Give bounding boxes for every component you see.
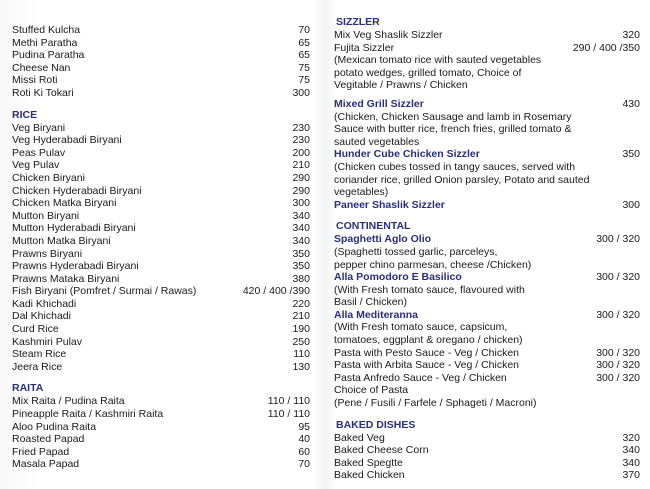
menu-right-column: [334, 16, 640, 482]
menu-item: [10, 298, 310, 311]
menu-item-price: 420 / 400 /390: [242, 285, 310, 298]
menu-item-name: Veg Biryani: [12, 121, 66, 134]
menu-item-name: Fujita Sizzler: [334, 41, 395, 54]
sizzler-heading: SIZZLER: [336, 16, 380, 28]
menu-item-price: 300: [292, 86, 310, 99]
pasta-choice-desc: (Pene / Fusili / Farfele / Sphageti / Macroni): [334, 397, 537, 410]
menu-item-price: 380: [292, 272, 310, 285]
menu-item: [10, 74, 310, 87]
menu-item-name: Spaghetti Aglo Olio: [334, 233, 432, 246]
menu-item: [10, 421, 310, 434]
menu-item-name: Prawns Mataka Biryani: [12, 272, 120, 285]
menu-item: [10, 395, 310, 408]
menu-item: [10, 62, 310, 75]
baked-section: [334, 432, 640, 482]
menu-item: [10, 172, 310, 185]
menu-item: [10, 361, 310, 374]
menu-item: [10, 235, 310, 248]
menu-item-price: 340: [622, 456, 640, 469]
menu-item-price: 290 / 400 /350: [572, 41, 640, 54]
menu-item-price: 65: [298, 49, 310, 62]
menu-item-name: Paneer Shaslik Sizzler: [334, 198, 445, 211]
menu-item-name: Mix Veg Shaslik Sizzler: [334, 29, 443, 41]
menu-item-price: 110 / 110: [267, 395, 310, 408]
menu-item: [10, 210, 310, 223]
menu-item: [10, 49, 310, 62]
menu-item: [10, 147, 310, 160]
rice-section: [10, 122, 310, 374]
menu-item-price: 290: [292, 184, 310, 197]
menu-item: [10, 336, 310, 349]
menu-item-name: Peas Pulav: [12, 146, 66, 159]
menu-item-name: Steam Rice: [12, 348, 67, 361]
pasta-choice-title: Choice of Pasta: [334, 384, 409, 397]
menu-item-name: Aloo Pudina Raita: [12, 420, 97, 433]
menu-item: [10, 222, 310, 235]
menu-item-name: Pudina Paratha: [12, 49, 85, 62]
menu-item: [334, 432, 640, 445]
menu-item: [334, 98, 640, 148]
raita-section: [10, 395, 310, 471]
menu-item-name: Cheese Nan: [12, 61, 71, 74]
menu-item-name: Curd Rice: [12, 323, 59, 336]
menu-item-price: 340: [292, 234, 310, 247]
menu-item-price: 70: [298, 24, 310, 36]
raita-heading: RAITA: [12, 382, 44, 395]
menu-item-name: Kadi Khichadi: [12, 297, 77, 310]
menu-item-price: 230: [292, 134, 310, 147]
sizzler-special-section: [334, 98, 640, 211]
menu-item: [334, 233, 640, 271]
menu-item-price: 350: [292, 247, 310, 260]
menu-item-name: Chicken Matka Biryani: [12, 197, 117, 210]
menu-item: [10, 197, 310, 210]
menu-item-name: Pasta with Arbita Sauce - Veg / Chicken: [334, 359, 520, 372]
menu-item: [334, 372, 640, 385]
menu-item-name: Jeera Rice: [12, 360, 63, 373]
menu-item-name: Mutton Matka Biryani: [12, 234, 111, 247]
menu-item: [10, 248, 310, 261]
menu-item-description: (Chicken cubes tossed in tangy sauces, served with coriander rice, grilled Onion parsley, Potato and sauted vegetables): [334, 160, 590, 199]
menu-item: [10, 285, 310, 298]
menu-item: [10, 260, 310, 273]
menu-item-price: 320: [622, 29, 640, 41]
menu-item-name: Mutton Hyderabadi Biryani: [12, 222, 136, 235]
menu-item-name: Baked Spegtte: [334, 456, 403, 469]
menu-item-price: 220: [292, 297, 310, 310]
menu-item: [10, 134, 310, 147]
menu-item-name: Mix Raita / Pudina Raita: [12, 395, 125, 408]
menu-item-price: 75: [298, 74, 310, 87]
menu-item-price: 60: [298, 445, 310, 458]
menu-item: [10, 408, 310, 421]
menu-item-price: 210: [292, 159, 310, 172]
menu-item-price: 370: [622, 469, 640, 482]
menu-item: [10, 122, 310, 135]
menu-item-price: 300 / 320: [596, 308, 640, 321]
menu-item-description: (Chicken, Chicken Sausage and lamb in Rosemary Sauce with butter rice, french fries, grilled tomato & sauted vegetables: [334, 110, 572, 148]
menu-item-name: Alla Mediteranna: [334, 308, 419, 321]
menu-item-name: Pasta Anfredo Sauce - Veg / Chicken: [334, 371, 507, 384]
menu-item-price: 65: [298, 36, 310, 49]
menu-item: [10, 87, 310, 100]
menu-item: [10, 323, 310, 336]
menu-item-price: 300 / 320: [596, 233, 640, 246]
menu-item-description: (With Fresh tomato sauce, capsicum, tomatoes, eggplant & oregano / chicken): [334, 321, 523, 347]
menu-item-price: 300 / 320: [596, 271, 640, 284]
menu-item-price: 40: [298, 433, 310, 446]
menu-item-name: Roasted Papad: [12, 433, 85, 446]
baked-heading: BAKED DISHES: [336, 418, 416, 431]
menu-item-price: 350: [292, 260, 310, 273]
menu-item: [334, 29, 640, 42]
menu-item: [10, 310, 310, 323]
menu-item-name: Masala Papad: [12, 458, 80, 471]
menu-item-price: 320: [622, 431, 640, 444]
menu-item-description: (With Fresh tomato sauce, flavoured with Basil / Chicken): [334, 283, 525, 309]
menu-item-name: Baked Veg: [334, 431, 385, 444]
menu-item-name: Baked Cheese Corn: [334, 444, 429, 457]
menu-item: [10, 446, 310, 459]
menu-item: [10, 458, 310, 471]
menu-item-name: Methi Paratha: [12, 36, 78, 49]
menu-item-price: 250: [292, 335, 310, 348]
menu-item-price: 340: [292, 209, 310, 222]
menu-item-name: Kashmiri Pulav: [12, 335, 83, 348]
menu-item-name: Dal Khichadi: [12, 310, 71, 323]
menu-item: [334, 148, 640, 198]
menu-item: [10, 159, 310, 172]
menu-item-name: Alla Pomodoro E Basilico: [334, 271, 462, 284]
menu-item: [334, 444, 640, 457]
menu-item: [334, 457, 640, 470]
menu-item-description: (Spaghetti tossed garlic, parceleys, pepper chino parmesan, cheese /Chicken): [334, 245, 532, 271]
menu-item-price: 300: [292, 197, 310, 210]
continental-heading: CONTINENTAL: [336, 220, 411, 233]
menu-item-price: 75: [298, 61, 310, 74]
menu-item-price: 130: [292, 360, 310, 373]
rice-heading: RICE: [12, 108, 38, 121]
menu-item-price: 350: [622, 148, 640, 161]
menu-item-price: 190: [292, 323, 310, 336]
menu-item: [334, 309, 640, 347]
menu-item-name: Mixed Grill Sizzler: [334, 97, 424, 110]
menu-item-name: Roti Ki Tokari: [12, 86, 74, 99]
menu-item-price: 110: [293, 348, 310, 361]
menu-item-price: 230: [292, 121, 310, 134]
menu-item-name: Pineapple Raita / Kashmiri Raita: [12, 408, 164, 421]
menu-item: [10, 348, 310, 361]
menu-item-price: 70: [298, 458, 310, 471]
menu-item-name: Hunder Cube Chicken Sizzler: [334, 148, 480, 161]
menu-item-price: 95: [298, 420, 310, 433]
pasta-choice: [334, 384, 640, 409]
menu-item: [334, 199, 640, 212]
menu-item-name: Chicken Hyderabadi Biryani: [12, 184, 142, 197]
menu-item-name: Baked Chicken: [334, 469, 405, 482]
menu-item-name: Missi Roti: [12, 74, 58, 87]
menu-item-name: Prawns Hyderabadi Biryani: [12, 260, 139, 273]
menu-item-price: 200: [292, 146, 310, 159]
menu-item-name: Veg Pulav: [12, 159, 60, 172]
menu-item: [10, 185, 310, 198]
menu-item: [10, 273, 310, 286]
menu-item-price: 300 / 320: [596, 359, 640, 372]
menu-item-price: 210: [292, 310, 310, 323]
menu-item-price: 340: [292, 222, 310, 235]
menu-item-name: Chicken Biryani: [12, 171, 85, 184]
menu-item: [334, 42, 640, 92]
menu-item: [334, 347, 640, 360]
menu-item-name: Stuffed Kulcha: [12, 24, 81, 36]
menu-item-price: 340: [622, 444, 640, 457]
menu-item-price: 300: [622, 198, 640, 211]
menu-item-name: Prawns Biryani: [12, 247, 83, 260]
menu-item: [334, 359, 640, 372]
menu-item-price: 110 / 110: [267, 408, 310, 421]
sizzler-plain-section: [334, 29, 640, 92]
menu-item-description: (Mexican tomato rice with sauted vegetables potato wedges, grilled tomato, Choice of Vegitable / Prawns / Chicken: [334, 54, 542, 92]
menu-left-column: [10, 24, 310, 471]
menu-item-name: Pasta with Pesto Sauce - Veg / Chicken: [334, 346, 520, 359]
menu-item-price: 430: [622, 97, 640, 110]
menu-item: [10, 433, 310, 446]
menu-item: [10, 24, 310, 37]
menu-item: [334, 271, 640, 309]
menu-item-price: 300 / 320: [596, 371, 640, 384]
menu-item-name: Fish Biryani (Pomfret / Surmai / Rawas): [12, 285, 197, 298]
menu-item-price: 290: [292, 171, 310, 184]
menu-item-price: 300 / 320: [596, 346, 640, 359]
menu-item: [10, 37, 310, 50]
continental-plain-section: [334, 347, 640, 385]
menu-item: [334, 469, 640, 482]
menu-item-name: Fried Papad: [12, 445, 70, 458]
breads-section: [10, 24, 310, 100]
menu-item-name: Veg Hyderabadi Biryani: [12, 134, 122, 147]
continental-special-section: [334, 233, 640, 346]
menu-item-name: Mutton Biryani: [12, 209, 80, 222]
